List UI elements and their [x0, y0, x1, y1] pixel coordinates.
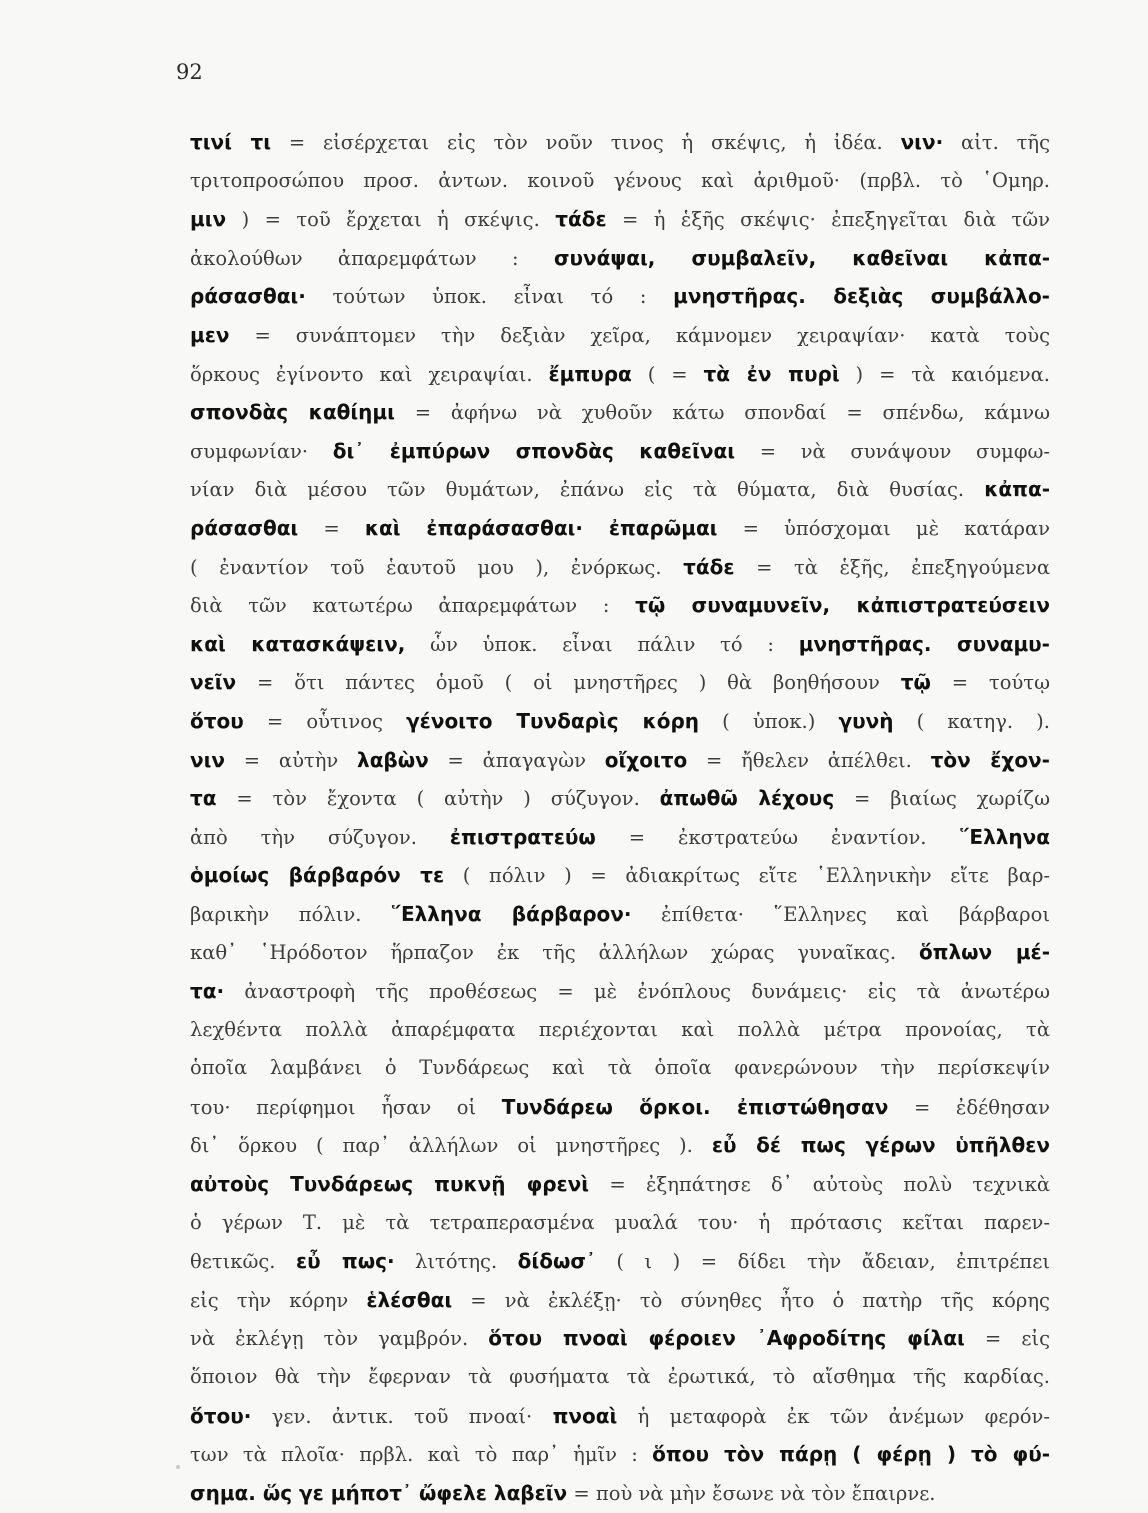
gloss-text: ὅρκους ἐγίνοντο καὶ χειραψίαι.	[190, 362, 549, 386]
gloss-text: = ὑπόσχομαι μὲ κατάραν	[717, 516, 1050, 540]
text-line	[190, 625, 1050, 664]
lemma-term: μνηστῆρας. δεξιὰς συμβάλλο-	[673, 284, 1050, 309]
lemma-term: καὶ κατασκάψειν,	[190, 631, 406, 656]
lemma-term: νιν	[190, 747, 226, 772]
gloss-text: = αὐτὴν	[225, 748, 358, 772]
text-line	[190, 1319, 1050, 1358]
text-line	[190, 933, 1050, 972]
lemma-term: ὅπλων μέ-	[918, 940, 1050, 965]
text-line	[190, 200, 1050, 239]
text-line	[190, 972, 1050, 1011]
lemma-term: τα·	[190, 979, 225, 1004]
lemma-term: ῞Ελληνα βάρβαρον·	[390, 901, 632, 926]
text-line	[190, 1049, 1050, 1088]
gloss-text: ( =	[631, 362, 704, 386]
lemma-term: τα	[190, 786, 217, 811]
gloss-text: = ἐκστρατεύω ἐναντίον.	[595, 825, 960, 849]
lemma-term: νεῖν	[190, 670, 237, 695]
lemma-term: ράσασθαι	[190, 515, 299, 540]
text-line	[190, 1281, 1050, 1320]
lemma-term: δι᾿ ἐμπύρων σπονδὰς καθεῖναι	[332, 438, 736, 463]
lemma-term: σημα. ὥς γε μήποτ᾿ ὤφελε λαβεῖν	[190, 1480, 568, 1505]
gloss-text: = ἐξηπάτησε δ᾿ αὐτοὺς πολὺ τεχνικὰ	[589, 1173, 1050, 1197]
gloss-text: νὰ ἐκλέγῃ τὸν γαμβρόν.	[190, 1327, 489, 1351]
lemma-term: οἴχοιτο	[604, 747, 688, 772]
lemma-term: ὁμοίως βάρβαρόν τε	[190, 863, 445, 888]
text-line	[190, 1011, 1050, 1050]
gloss-text: = ἀπαγαγὼν	[428, 748, 605, 772]
gloss-text: ( ι ) = δίδει τὴν ἄδειαν, ἐπιτρέπει	[595, 1250, 1050, 1274]
text-line	[190, 818, 1050, 857]
lemma-term: ἀπωθῶ λέχους	[659, 786, 835, 811]
gloss-text: ὧν ὑποκ. εἶναι πάλιν τό :	[405, 632, 799, 656]
gloss-text: = ἡ ἑξῆς σκέψις· ἐπεξηγεῖται διὰ τῶν	[606, 208, 1050, 232]
lemma-term: δίδωσ᾿	[517, 1249, 596, 1274]
lemma-term: σπονδὰς καθίημι	[190, 400, 395, 425]
commentary-text-block	[190, 123, 1050, 1512]
gloss-text: = ἀφήνω νὰ χυθοῦν κάτω σπονδαί = σπένδω, κάμνω	[394, 401, 1050, 425]
text-line	[190, 856, 1050, 895]
lemma-term: ὅτου	[190, 708, 244, 733]
gloss-text: ὁ γέρων Τ. μὲ τὰ τετραπερασμένα μυαλά του· ἡ πρότασις κεῖται παρεν-	[190, 1210, 1050, 1234]
gloss-text: γεν. ἀντικ. τοῦ πνοαί·	[251, 1404, 553, 1428]
gloss-text: λιτότης.	[394, 1250, 518, 1274]
gloss-text: ( πόλιν ) = ἀδιακρίτως εἴτε ῾Ελληνικὴν εἴτε βαρ-	[444, 864, 1051, 888]
text-line	[190, 470, 1050, 509]
gloss-text: βαρικὴν πόλιν.	[190, 902, 391, 926]
lemma-term: τάδε	[555, 207, 607, 232]
text-line	[190, 1358, 1050, 1397]
lemma-term: νιν·	[900, 130, 944, 154]
lemma-term: τὸν ἔχον-	[930, 747, 1050, 772]
lemma-term: γένοιτο Τυνδαρὶς κόρη	[406, 708, 700, 733]
text-line	[190, 663, 1050, 702]
gloss-text: = νὰ ἐκλέξῃ· τὸ σύνηθες ἦτο ὁ πατὴρ τῆς κόρης	[452, 1288, 1050, 1312]
lemma-term: τινί τι	[190, 130, 272, 154]
text-line	[190, 277, 1050, 316]
gloss-text: = βιαίως χωρίζω	[834, 787, 1050, 811]
gloss-text: αἰτ. τῆς	[943, 131, 1050, 154]
text-line	[190, 162, 1050, 201]
lemma-term: ῞Ελληνα	[959, 824, 1050, 849]
lemma-term: λαβὼν	[357, 747, 429, 772]
gloss-text: ἐπίθετα· ῞Ελληνες καὶ βάρβαροι	[631, 902, 1050, 926]
gloss-text: των τὰ πλοῖα· πρβλ. καὶ τὸ παρ᾿ ἡμῖν :	[190, 1443, 653, 1467]
paper-speck	[176, 1465, 180, 1469]
lemma-term: συνάψαι, συμβαλεῖν, καθεῖναι κἀπα-	[553, 245, 1050, 270]
lemma-term: τὰ ἐν πυρὶ	[703, 361, 840, 386]
lemma-term: τάδε	[683, 554, 735, 579]
text-line	[190, 316, 1050, 355]
gloss-text: = εἰσέρχεται εἰς τὸν νοῦν τινος ἡ σκέψις, ἡ ἰδέα.	[271, 131, 901, 154]
text-line	[190, 586, 1050, 625]
gloss-text: ἡ μεταφορὰ ἐκ τῶν ἀνέμων φερόν-	[617, 1404, 1050, 1428]
lemma-term: γυνὴ	[838, 708, 894, 733]
gloss-text: ( ἐναντίον τοῦ ἑαυτοῦ μου ), ἐνόρκως.	[190, 555, 684, 579]
gloss-text: = νὰ συνάψουν συμφω-	[735, 439, 1050, 463]
lemma-term: ἔμπυρα	[548, 361, 632, 386]
gloss-text: = συνάπτομεν τὴν δεξιὰν χεῖρα, κάμνομεν χειραψίαν· κατὰ τοὺς	[229, 323, 1050, 347]
lemma-term: μνηστῆρας. συναμυ-	[798, 631, 1050, 656]
gloss-text: ἀπὸ τὴν σύζυγον.	[190, 825, 450, 849]
text-line	[190, 1204, 1050, 1243]
gloss-text: ὅποιον θὰ τὴν ἔφερναν τὰ φυσήματα τὰ ἐρωτικά, τὸ αἴσθημα τῆς καρδίας.	[190, 1365, 1050, 1388]
gloss-text: ὁποῖα λαμβάνει ὁ Τυνδάρεως καὶ τὰ ὁποῖα φανερώνουν τὴν περίσκεψίν	[190, 1056, 1050, 1080]
gloss-text: διὰ τῶν κατωτέρω ἀπαρεμφάτων :	[190, 594, 636, 618]
text-line	[190, 548, 1050, 587]
lemma-term: ὅπου τὸν πάρῃ ( φέρῃ ) τὸ φύ-	[652, 1442, 1051, 1467]
gloss-text: ) = τὰ καιόμενα.	[839, 362, 1050, 386]
page-number: 92	[176, 60, 203, 84]
text-line	[190, 239, 1050, 278]
lemma-term: τῷ	[900, 670, 931, 695]
gloss-text: = εἰς	[964, 1327, 1050, 1351]
gloss-text: = τούτῳ	[930, 671, 1050, 695]
text-line	[190, 895, 1050, 934]
gloss-text: θετικῶς.	[190, 1250, 296, 1274]
gloss-text: = τὰ ἑξῆς, ἐπεξηγούμενα	[734, 555, 1051, 579]
text-line	[190, 741, 1050, 780]
gloss-text: ) = τοῦ ἔρχεται ἡ σκέψις.	[226, 208, 556, 232]
text-line	[190, 702, 1050, 741]
text-line	[190, 1397, 1050, 1436]
text-line	[190, 1126, 1050, 1165]
text-line	[190, 1474, 1050, 1513]
text-line	[190, 432, 1050, 471]
text-line	[190, 779, 1050, 818]
gloss-text: τριτοπροσώπου προσ. ἀντων. κοινοῦ γένους καὶ ἀριθμοῦ· (πρβλ. τὸ ῾Ομηρ.	[190, 168, 1050, 192]
gloss-text: του· περίφημοι ἦσαν οἱ	[190, 1095, 502, 1119]
lemma-term: καὶ ἐπαράσασθαι· ἐπαρῶμαι	[364, 515, 718, 540]
lemma-term: ράσασθαι·	[190, 284, 306, 309]
text-line	[190, 123, 1050, 162]
lemma-term: εὖ πως·	[295, 1249, 395, 1274]
gloss-text: τούτων ὑποκ. εἶναι τό :	[305, 285, 674, 309]
text-line	[190, 393, 1050, 432]
gloss-text: ( κατηγ. ).	[893, 709, 1050, 733]
gloss-text: = τὸν ἔχοντα ( αὐτὴν ) σύζυγον.	[216, 787, 660, 811]
lemma-term: μεν	[190, 322, 230, 347]
lemma-term: εὖ δέ πως γέρων ὑπῆλθεν	[711, 1133, 1050, 1158]
lemma-term: Τυνδάρεω ὅρκοι. ἐπιστώθησαν	[501, 1094, 889, 1119]
gloss-text: ἀναστροφὴ τῆς προθέσεως = μὲ ἐνόπλους δυνάμεις· εἰς τὰ ἀνωτέρω	[224, 980, 1050, 1004]
lemma-term: ὅτου πνοαὶ φέροιεν ᾿Αφροδίτης φίλαι	[488, 1326, 965, 1351]
lemma-term: κἀπα-	[984, 477, 1050, 502]
lemma-term: πνοαὶ	[552, 1403, 618, 1428]
gloss-text: ἀκολούθων ἀπαρεμφάτων :	[190, 246, 554, 270]
text-line	[190, 355, 1050, 394]
lemma-term: ἑλέσθαι	[366, 1287, 453, 1312]
lemma-term: μιν	[190, 207, 227, 232]
lemma-term: τῷ συναμυνεῖν, κἀπιστρατεύσειν	[635, 593, 1050, 618]
gloss-text: συμφωνίαν·	[190, 439, 333, 463]
gloss-text: καθ᾿ ῾Ηρόδοτον ἥρπαζον ἐκ τῆς ἀλλήλων χώρας γυναῖκας.	[190, 941, 919, 965]
gloss-text: λεχθέντα πολλὰ ἀπαρέμφατα περιέχονται καὶ πολλὰ μέτρα προνοίας, τὰ	[190, 1017, 1050, 1041]
gloss-text: ( ὑποκ.)	[699, 709, 839, 733]
gloss-text: = ὅτι πάντες ὁμοῦ ( οἱ μνηστῆρες ) θὰ βοηθήσουν	[236, 671, 901, 695]
lemma-term: ὅτου·	[190, 1403, 252, 1428]
text-line	[190, 1088, 1050, 1127]
gloss-text: =	[298, 516, 365, 540]
text-line	[190, 1242, 1050, 1281]
gloss-text: = ποὺ νὰ μὴν ἔσωνε νὰ τὸν ἔπαιρνε.	[567, 1481, 936, 1505]
lemma-term: αὐτοὺς Τυνδάρεως πυκνῇ φρενὶ	[190, 1172, 590, 1197]
text-line	[190, 1435, 1050, 1474]
text-line	[190, 509, 1050, 548]
gloss-text: = ἤθελεν ἀπέλθει.	[687, 748, 931, 772]
lemma-term: ἐπιστρατεύω	[449, 824, 596, 849]
gloss-text: εἰς τὴν κόρην	[190, 1288, 367, 1312]
gloss-text: νίαν διὰ μέσου τῶν θυμάτων, ἐπάνω εἰς τὰ θύματα, διὰ θυσίας.	[190, 478, 985, 502]
gloss-text: = οὗτινος	[243, 709, 407, 733]
gloss-text: = ἐδέθησαν	[888, 1095, 1050, 1119]
gloss-text: δι᾿ ὅρκου ( παρ᾿ ἀλλήλων οἱ μνηστῆρες ).	[190, 1134, 712, 1158]
text-line	[190, 1165, 1050, 1204]
